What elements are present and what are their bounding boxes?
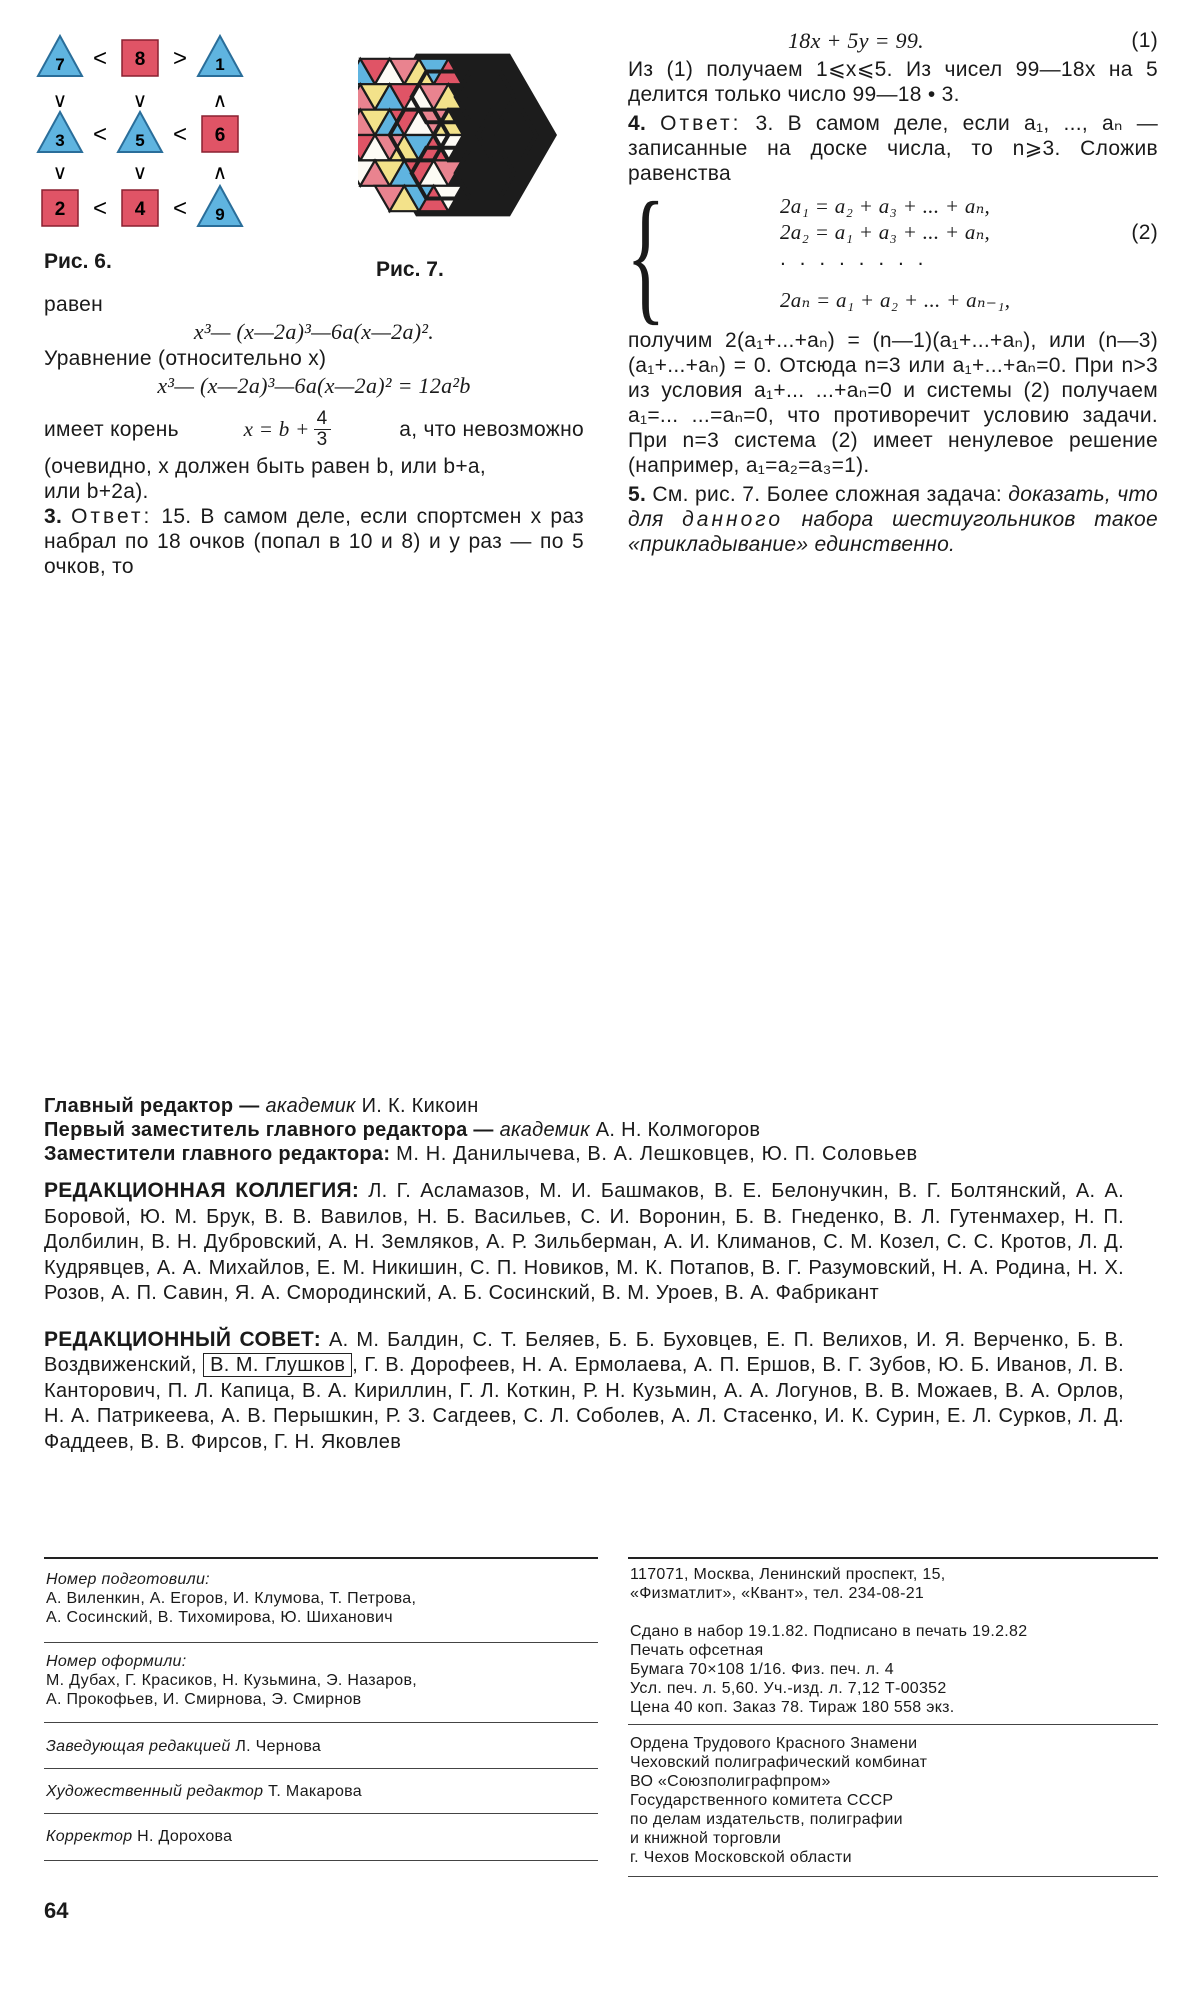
paragraph: Из (1) получаем 1⩽x⩽5. Из чисел 99—18x на 5 делится только число 99—18 • 3. [628, 58, 1158, 106]
names: А. Прокофьев, И. Смирнова, Э. Смирнов [46, 1691, 362, 1708]
comparison-symbol: ∨ [132, 160, 148, 184]
answer-4 [628, 111, 1158, 186]
imprint-corrector [46, 1827, 232, 1846]
comparison-symbol: < [92, 195, 108, 222]
answer-italic: набора шестиугольников такое «прикладывание» единственно. [628, 508, 1158, 556]
left-column [44, 292, 584, 581]
line: Сдано в набор 19.1.82. Подписано в печать 19.2.82 [630, 1623, 1028, 1640]
divider [44, 1860, 598, 1861]
comparison-symbol: < [92, 45, 108, 72]
deputies [44, 1142, 1124, 1166]
line: Печать офсетная [630, 1642, 764, 1659]
answer-spaced: данного [682, 508, 784, 531]
imprint-left [46, 1570, 596, 1627]
line: по делам издательств, полиграфии [630, 1811, 903, 1828]
names: М. Н. Данилычева, В. А. Лешковцев, Ю. П. Соловьев [396, 1143, 918, 1165]
system-line: 2aₙ = a₁ + a₂ + ... + aₙ₋₁, [780, 288, 1011, 312]
label: Номер оформили: [46, 1653, 187, 1670]
shape-value: 6 [214, 125, 226, 146]
comparison-symbol: < [92, 121, 108, 148]
chief-editor [44, 1094, 1124, 1118]
first-deputy [44, 1118, 1124, 1142]
line: «Физматлит», «Квант», тел. 234-08-21 [630, 1585, 925, 1602]
boxed-name: В. М. Глушков [203, 1353, 352, 1377]
line: ВО «Союзполиграфпром» [630, 1773, 831, 1790]
answer-label: Ответ: [660, 112, 742, 135]
figure-6-svg [36, 30, 246, 230]
text-line: Уравнение (относительно x) [44, 347, 327, 370]
fraction-numerator: 4 [314, 409, 331, 430]
answer-5 [628, 482, 1158, 557]
divider [44, 1813, 598, 1814]
label: РЕДАКЦИОННАЯ КОЛЛЕГИЯ: [44, 1179, 360, 1202]
formula [244, 409, 335, 450]
line: Государственного комитета СССР [630, 1792, 894, 1809]
names: Л. Г. Асламазов, М. И. Башмаков, В. Е. Белонучкин, В. Г. Болтянский, А. А. Боровой, Ю. М. Брук, В. В. Вавилов, Н. Б. Васильев, С. И. Воронин, Б. В. Гнеденко, В. Л. Гутенмахер, Н. П. Долбилин, В. Н. Дубровский, А. Н. Земляков, А. Р. Зильберман, А. И. Климанов, С. М. Козел, С. С. Кротов, Л. Д. Кудрявцев, А. А. Михайлов, Е. М. Никишин, С. П. Новиков, М. К. Потапов, В. Г. Разумовский, Н. А. Родина, Н. Х. Розов, А. П. Савин, Я. А. Смородинский, А. Б. Сосинский, В. М. Уроев, В. А. Фабрикант [44, 1180, 1124, 1304]
fraction [314, 409, 331, 450]
answer-label: Ответ: [71, 505, 153, 528]
comparison-symbol: < [172, 195, 188, 222]
masthead [44, 1094, 1124, 1457]
figure-6-caption: Рис. 6. [44, 250, 112, 273]
line: Ордена Трудового Красного Знамени [630, 1735, 918, 1752]
equation-1: x³— (x—2a)³—6a(x—2a)². [193, 319, 435, 344]
line: Бумага 70×108 1/16. Физ. печ. л. 4 [630, 1661, 894, 1678]
divider [44, 1768, 598, 1769]
divider [628, 1724, 1158, 1725]
figure-6 [36, 30, 246, 230]
divider [628, 1876, 1158, 1877]
system-line: 2a₁ = a₂ + a₃ + ... + aₙ, [780, 194, 991, 218]
figure-7-hexagon-mosaic [358, 40, 568, 230]
shape-value: 2 [54, 199, 66, 220]
imprint-art [46, 1782, 362, 1801]
comparison-symbol: > [172, 45, 188, 72]
brace: { [626, 172, 666, 338]
imprint-head [46, 1737, 321, 1756]
label: Главный редактор — [44, 1095, 260, 1117]
figure-7-caption: Рис. 7. [376, 258, 444, 281]
fraction-denominator: 3 [316, 428, 328, 450]
comparison-symbol: ∧ [212, 88, 228, 112]
system-dots: . . . . . . . . [780, 247, 928, 270]
label: Заведующая редакцией [46, 1738, 231, 1755]
label: РЕДАКЦИОННЫЙ СОВЕТ: [44, 1327, 322, 1351]
shape-value: 1 [215, 55, 225, 74]
shape-value: 9 [215, 205, 225, 224]
divider [44, 1722, 598, 1723]
name: Л. Чернова [235, 1738, 322, 1755]
text-line: или b+2a). [44, 480, 149, 503]
root-line [44, 404, 584, 454]
answer-text: 3. В самом деле, если a₁, ..., aₙ — записанные на доске числа, то n⩾3. Сложив равенства [628, 112, 1158, 185]
equation: 18x + 5y = 99. [788, 28, 924, 53]
imprint-print-info [630, 1622, 1158, 1717]
editorial-council [44, 1327, 1124, 1456]
label: Первый заместитель главного редактора — [44, 1119, 494, 1141]
line: г. Чехов Московской области [630, 1849, 852, 1866]
comparison-symbol: ∨ [52, 88, 68, 112]
formula-left: x = b + [243, 416, 310, 441]
line: Цена 40 коп. Заказ 78. Тираж 180 558 экз. [630, 1699, 955, 1716]
shape-value: 7 [55, 55, 65, 74]
answer-3 [44, 504, 584, 579]
name: И. К. Кикоин [361, 1095, 479, 1117]
line: Усл. печ. л. 5,60. Уч.-изд. л. 7,12 Т-00352 [630, 1680, 947, 1697]
divider [44, 1557, 598, 1559]
answer-number: 3. [44, 505, 63, 528]
equation-system [626, 172, 1158, 338]
answer-italic: доказать, что для [628, 483, 1158, 531]
line: Чеховский полиграфический комбинат [630, 1754, 928, 1771]
page-number: 64 [44, 1898, 69, 1923]
line: и книжной торговли [630, 1830, 782, 1847]
shape-value: 3 [55, 131, 65, 150]
text-line: (очевидно, x должен быть равен b, или b+a, [44, 455, 486, 478]
editorial-board [44, 1178, 1124, 1307]
answer-number: 5. [628, 483, 647, 506]
shape-value: 5 [135, 131, 145, 150]
name: А. Н. Колмогоров [595, 1119, 761, 1141]
imprint-left-design [46, 1652, 596, 1709]
equation-1-line [628, 28, 1158, 53]
comparison-symbol: ∧ [212, 160, 228, 184]
text: a, что невозможно [399, 417, 584, 441]
name: Т. Макарова [268, 1783, 362, 1800]
title: академик [265, 1095, 356, 1117]
names: А. Сосинский, В. Тихомирова, Ю. Шиханович [46, 1609, 393, 1626]
name: Н. Дорохова [137, 1828, 233, 1845]
label: Заместители главного редактора: [44, 1143, 391, 1165]
divider [44, 1642, 598, 1643]
divider [628, 1557, 1158, 1559]
shape-value: 8 [134, 49, 146, 70]
names: М. Дубах, Г. Красиков, Н. Кузьмина, Э. Назаров, [46, 1672, 418, 1689]
label: Художественный редактор [46, 1783, 264, 1800]
paragraph: получим 2(a₁+...+aₙ) = (n—1)(a₁+...+aₙ), или (n—3)(a₁+...+aₙ) = 0. Отсюда n=3 или a₁+...+aₙ=0. При n>3 из условия a₁+... ...+aₙ=0 и системы (2) получаем a₁=... ...=aₙ=0, что противоречит условию задачи. При n=3 система (2) имеет ненулевое решение (например, a₁=a₂=a₃=1). [628, 329, 1158, 477]
system-line: 2a₂ = a₁ + a₃ + ... + aₙ, [780, 220, 991, 244]
line: 117071, Москва, Ленинский проспект, 15, [630, 1566, 946, 1583]
answer-text: 15. В самом деле, если спортсмен x раз набрал по 18 очков (попал в 10 и 8) и y раз — по 5 очков, то [44, 505, 584, 578]
shape-value: 4 [134, 199, 146, 220]
text: имеет корень [44, 417, 179, 441]
imprint-address [630, 1565, 1158, 1603]
comparison-symbol: ∨ [132, 88, 148, 112]
names: , Г. В. Дорофеев, Н. А. Ермолаева, А. П. Ершов, В. Г. Зубов, Ю. Б. Иванов, Л. В. Канторович, П. Л. Капица, В. А. Кириллин, Г. Л. Коткин, Р. Н. Кузьмин, А. А. Логунов, В. В. Можаев, В. А. Орлов, Н. А. Патрикеева, А. В. Перышкин, Р. З. Сагдеев, С. Л. Соболев, А. Л. Стасенко, И. К. Сурин, Е. Л. Сурков, Л. Д. Фаддеев, В. В. Фирсов, Г. Н. Яковлев [44, 1354, 1124, 1453]
comparison-symbol: ∨ [52, 160, 68, 184]
imprint-printer [630, 1734, 1158, 1867]
equation-number: (2) [1131, 221, 1158, 244]
equation-number: (1) [1131, 29, 1158, 52]
comparison-symbol: < [172, 121, 188, 148]
names: А. М. Балдин, С. Т. Беляев, Б. Б. Буховцев, Е. П. Велихов, И. Я. Верченко, Б. В. Воздвиженский, [44, 1328, 1124, 1376]
text-line: равен [44, 293, 104, 316]
answer-text: См. рис. 7. Более сложная задача: [652, 483, 1002, 506]
right-column [628, 28, 1158, 559]
equation-2: x³— (x—2a)³—6a(x—2a)² = 12a²b [157, 373, 471, 398]
answer-number: 4. [628, 112, 647, 135]
label: Номер подготовили: [46, 1571, 210, 1588]
title: академик [499, 1119, 590, 1141]
names: А. Виленкин, А. Егоров, И. Клумова, Т. Петрова, [46, 1590, 417, 1607]
label: Корректор [46, 1828, 133, 1845]
